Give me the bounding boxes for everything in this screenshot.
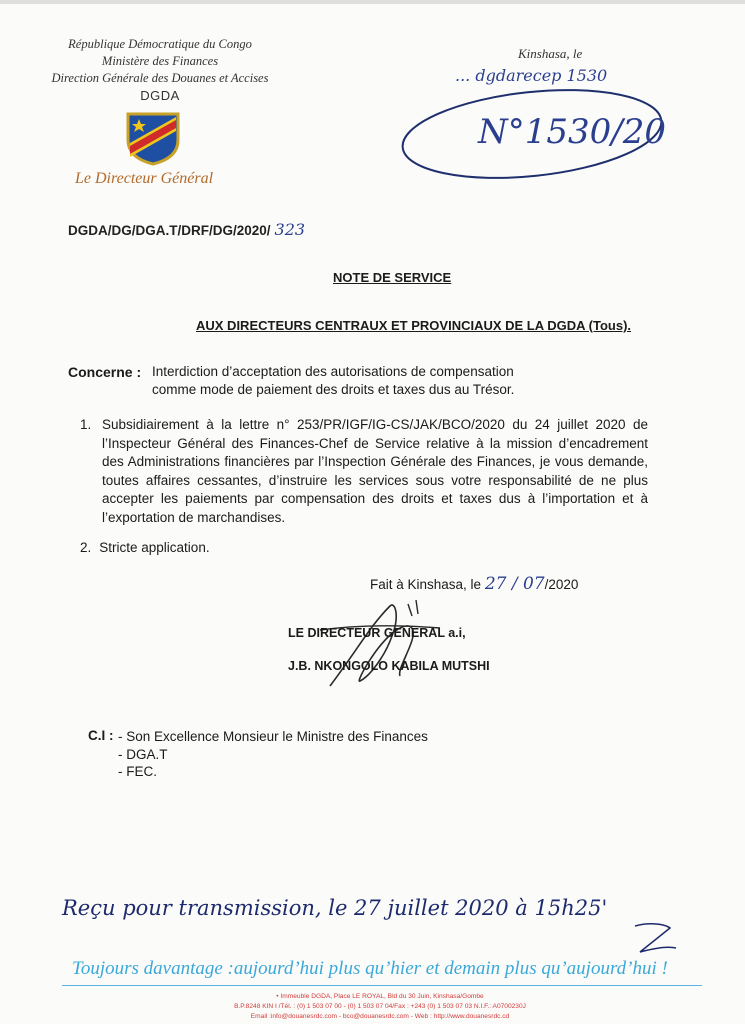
reference-line bbox=[68, 220, 305, 239]
addressee: AUX DIRECTEURS CENTRAUX ET PROVINCIAUX DE LA DGDA (Tous). bbox=[196, 318, 632, 333]
signatory-name: J.B. NKONGOLO KABILA MUTSHI bbox=[288, 659, 490, 673]
handwritten-reception-note: Reçu pour transmission, le 27 juillet 2020 à 15h25' bbox=[62, 896, 608, 920]
copy-recipient: - FEC. bbox=[118, 764, 157, 779]
letterhead bbox=[30, 36, 290, 104]
letterhead-ministry: Ministère des Finances bbox=[101, 54, 219, 68]
document-title: NOTE DE SERVICE bbox=[333, 270, 452, 285]
body-item-2 bbox=[80, 540, 210, 555]
institution-motto: Toujours davantage :aujourd’hui plus qu’hier et demain plus qu’aujourd’hui ! bbox=[72, 958, 668, 979]
stamp-registration-number: N°1530/20 bbox=[478, 112, 666, 152]
copies-label: C.I : bbox=[88, 728, 114, 743]
body-item-number: 2. bbox=[80, 540, 92, 555]
stamp-date-scribble: ... dgdarecep 1530 bbox=[455, 66, 608, 85]
letterhead-directorate: Direction Générale des Douanes et Accises bbox=[51, 71, 269, 85]
signature-scribble-icon bbox=[300, 586, 460, 696]
place-date-year: /2020 bbox=[544, 577, 579, 592]
concerne-line-2: comme mode de paiement des droits et taxes dus au Trésor. bbox=[152, 382, 515, 397]
body-item-text: Stricte application. bbox=[99, 540, 210, 555]
copies-list bbox=[118, 728, 428, 781]
footer-phone: B.P.8248 KIN I /Tél. : (0) 1 503 07 00 - (0) 1 503 07 04/Fax : +243 (0) 1 503 07 03 N.I.F.: A0700230J bbox=[234, 1003, 526, 1010]
stamp-place-label: Kinshasa, le bbox=[518, 46, 583, 61]
footer-divider bbox=[62, 985, 702, 986]
footer-contact bbox=[120, 992, 640, 1022]
dgda-emblem-icon bbox=[122, 110, 184, 166]
initials-scribble-icon bbox=[630, 918, 680, 958]
reference-prefix: DGDA/DG/DGA.T/DRF/DG/2020/ bbox=[68, 223, 271, 238]
concerne-line-1: Interdiction d’acceptation des autorisations de compensation bbox=[152, 364, 514, 379]
signatory-title: LE DIRECTEUR GENERAL a.i, bbox=[288, 626, 466, 640]
body-item-number: 1. bbox=[80, 417, 92, 432]
director-script-title: Le Directeur Général bbox=[75, 170, 214, 187]
body-item-text: Subsidiairement à la lettre n° 253/PR/IGF/IG-CS/JAK/BCO/2020 du 24 juillet 2020 de l’Inspecteur Général des Finances-Chef de Service relative à la mission d’encadrement des Administrations financières par l’Inspection Générale des Finances, je vous demande, toutes affaires cessantes, d’instruire les services sous votre responsabilité de ne plus accepter les paiements par compensation des droits et taxes dus à l’importation et à l’exportation de marchandises. bbox=[102, 417, 648, 525]
handwritten-date: 27 / 07 bbox=[484, 574, 545, 594]
copy-recipient: - Son Excellence Monsieur le Ministre des Finances bbox=[118, 729, 428, 744]
footer-address: • Immeuble DGDA, Place LE ROYAL, Bld du 30 Juin, Kinshasa/Gombe bbox=[276, 993, 484, 1000]
copy-recipient: - DGA.T bbox=[118, 746, 168, 762]
top-border bbox=[0, 0, 745, 4]
body-item-1 bbox=[80, 416, 648, 528]
letterhead-country: République Démocratique du Congo bbox=[68, 37, 252, 51]
place-date-prefix: Fait à Kinshasa, le bbox=[370, 577, 482, 592]
footer-web: Email :info@douanesrdc.com - bco@douanesrdc.com - Web : http://www.douanesrdc.cd bbox=[250, 1013, 510, 1020]
concerne-label: Concerne : bbox=[68, 364, 142, 380]
reference-number: 323 bbox=[274, 220, 306, 239]
letterhead-abbrev: DGDA bbox=[140, 88, 180, 103]
